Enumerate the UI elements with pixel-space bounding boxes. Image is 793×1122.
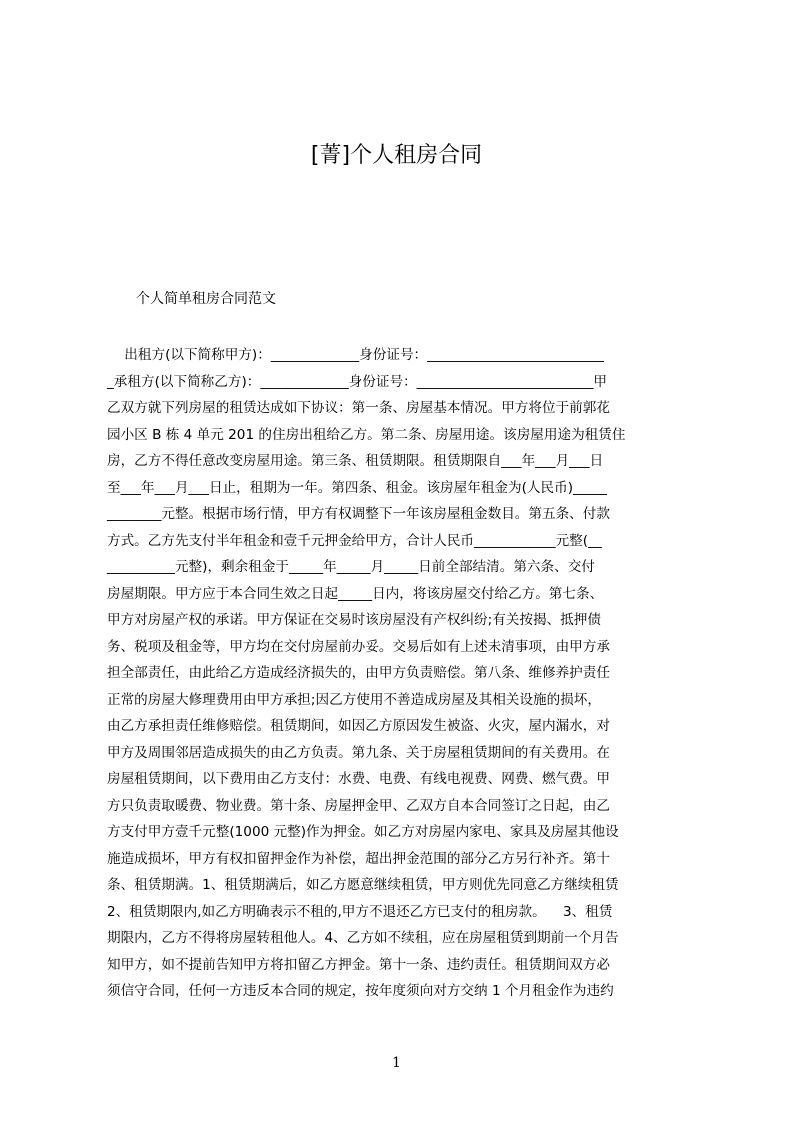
body-line: 知甲方，如不提前告知甲方将扣留乙方押金。第十一条、违约责任。租赁期间双方必 — [107, 956, 610, 973]
body-line: _承租方(以下简称乙方)：_____________身份证号：__________________________甲 — [107, 373, 607, 390]
body-line: 园小区 B 栋 4 单元 201 的住房出租给乙方。第二条、房屋用途。该房屋用途为租赁住 — [107, 426, 626, 443]
body-line: 方支付甲方壹千元整(1000 元整)作为押金。如乙方对房屋内家电、家具及房屋其他设 — [107, 824, 619, 840]
body-line: 方式。乙方先支付半年租金和壹千元押金给甲方，合计人民币____________元整(__ — [107, 532, 602, 549]
body-line: 施造成损坏，甲方有权扣留押金作为补偿，超出押金范围的部分乙方另行补齐。第十 — [107, 850, 610, 867]
contract-body — [107, 342, 697, 999]
body-line: 条、租赁期满。1、租赁期满后，如乙方愿意继续租赁，甲方则优先同意乙方继续租赁 — [107, 877, 619, 893]
body-line: 由乙方承担责任维修赔偿。租赁期间，如因乙方原因发生被盗、火灾，屋内漏水，对 — [107, 718, 610, 734]
body-line: 出租方(以下简称甲方)：_____________身份证号：__________________________ — [107, 347, 604, 363]
body-line: 期限内，乙方不得将房屋转租他人。4、乙方如不续租，应在房屋租赁到期前一个月告 — [107, 930, 619, 946]
body-line: 正常的房屋大修理费用由甲方承担;因乙方使用不善造成房屋及其相关设施的损坏， — [107, 691, 601, 708]
body-line: 2、租赁期限内,如乙方明确表示不租的,甲方不退还乙方已支付的租房款。 3、租赁 — [107, 903, 613, 920]
body-line: 至___年___月___日止，租期为一年。第四条、租金。该房屋年租金为(人民币)_____ — [107, 479, 607, 496]
body-line: 甲方对房屋产权的承诺。甲方保证在交易时该房屋没有产权纠纷;有关按揭、抵押债 — [107, 612, 601, 628]
body-line: 须信守合同，任何一方违反本合同的规定，按年度须向对方交纳 1 个月租金作为违约 — [107, 983, 614, 999]
body-line: __________元整)，剩余租金于_____年_____月_____日前全部结清。第六条、交付 — [107, 559, 595, 575]
body-line: 房屋期限。甲方应于本合同生效之日起_____日内，将该房屋交付给乙方。第七条、 — [107, 585, 604, 602]
page-number: 1 — [392, 1055, 401, 1071]
body-line: 房屋租赁期间，以下费用由乙方支付：水费、电费、有线电视费、网费、燃气费。甲 — [107, 771, 610, 787]
body-line: 房，乙方不得任意改变房屋用途。第三条、租赁期限。租赁期限自___年___月___日 — [107, 453, 604, 469]
body-line: 务、税项及租金等，甲方均在交付房屋前办妥。交易后如有上述未清事项，由甲方承 — [107, 638, 610, 655]
body-line: 方只负责取暖费、物业费。第十条、房屋押金甲、乙双方自本合同签订之日起，由乙 — [107, 797, 610, 814]
body-line: ________元整。根据市场行情，甲方有权调整下一年该房屋租金数目。第五条、付款 — [107, 506, 610, 522]
document-subtitle: 个人简单租房合同范文 — [136, 291, 276, 307]
document-title: [菁]个人租房合同 — [310, 143, 483, 168]
body-line: 甲方及周围邻居造成损失的由乙方负责。第九条、关于房屋租赁期间的有关费用。在 — [107, 744, 610, 761]
body-line: 担全部责任，由此给乙方造成经济损失的，由甲方负责赔偿。第八条、维修养护责任 — [107, 665, 610, 681]
body-line: 乙双方就下列房屋的租赁达成如下协议：第一条、房屋基本情况。甲方将位于前郭花 — [107, 400, 610, 416]
